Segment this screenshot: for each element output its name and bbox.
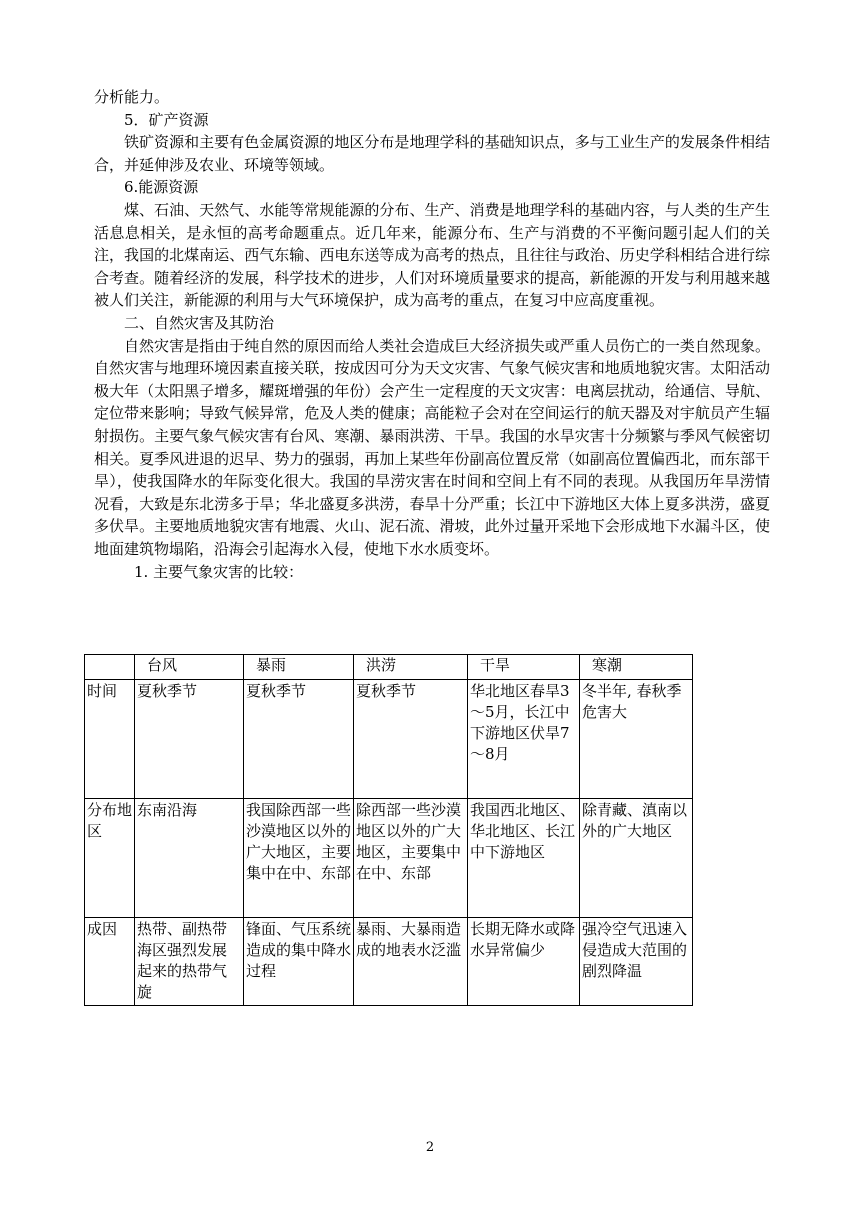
table-row bbox=[85, 680, 693, 799]
table-row bbox=[85, 799, 693, 918]
page-number: 2 bbox=[425, 1140, 435, 1155]
table-caption: 1. 主要气象灾害的比较： bbox=[134, 563, 304, 582]
table-cell: 除青藏、滇南以外的广大地区 bbox=[580, 799, 693, 918]
table-cell: 除西部一些沙漠地区以外的广大地区，主要集中在中、东部 bbox=[354, 799, 468, 918]
table-cell: 锋面、气压系统造成的集中降水过程 bbox=[244, 918, 354, 1006]
table-cell: 强冷空气迅速入侵造成大范围的剧烈降温 bbox=[580, 918, 693, 1006]
table-cell: 长期无降水或降水异常偏少 bbox=[468, 918, 580, 1006]
row-label: 分布地区 bbox=[85, 799, 135, 918]
table-cell: 冬半年, 春秋季危害大 bbox=[580, 680, 693, 799]
paragraph-energy: 煤、石油、天然气、水能等常规能源的分布、生产、消费是地理学科的基础内容，与人类的生产生活息息相关，是永恒的高考命题重点。近几年来，能源分布、生产与消费的不平衡问题引起人们的关注，我国的北煤南运、西气东输、西电东送等成为高考的热点，且往往与政治、历史学科相结合进行综合考查。随着经济的发展，科学技术的进步，人们对环境质量要求的提高，新能源的开发与利用越来越被人们关注，新能源的利用与大气环境保护，成为高考的重点，在复习中应高度重视。 bbox=[94, 200, 770, 310]
table-cell: 我国西北地区、华北地区、长江中下游地区 bbox=[468, 799, 580, 918]
table-header-cell: 干旱 bbox=[468, 655, 580, 680]
section-heading-energy: 6.能源资源 bbox=[124, 178, 199, 197]
disaster-comparison-table bbox=[84, 654, 693, 1006]
table-cell: 华北地区春旱3～5月，长江中下游地区伏旱7～8月 bbox=[468, 680, 580, 799]
row-label: 成因 bbox=[85, 918, 135, 1006]
section-heading-minerals: 5．矿产资源 bbox=[124, 110, 209, 129]
table-cell: 东南沿海 bbox=[135, 799, 244, 918]
document-body bbox=[94, 86, 770, 584]
table-cell: 暴雨、大暴雨造成的地表水泛滥 bbox=[354, 918, 468, 1006]
table-cell: 夏秋季节 bbox=[244, 680, 354, 799]
paragraph-minerals: 铁矿资源和主要有色金属资源的地区分布是地理学科的基础知识点，多与工业生产的发展条件相结合，并延伸涉及农业、环境等领域。 bbox=[94, 133, 770, 174]
table-cell: 热带、副热带海区强烈发展起来的热带气旋 bbox=[135, 918, 244, 1006]
table-cell: 夏秋季节 bbox=[354, 680, 468, 799]
table-cell: 夏秋季节 bbox=[135, 680, 244, 799]
table-cell: 我国除西部一些沙漠地区以外的广大地区，主要集中在中、东部 bbox=[244, 799, 354, 918]
table-header-row bbox=[85, 655, 693, 680]
row-label: 时间 bbox=[85, 680, 135, 799]
table-header-cell: 寒潮 bbox=[580, 655, 693, 680]
table-header-cell: 洪涝 bbox=[354, 655, 468, 680]
table-row bbox=[85, 918, 693, 1006]
section-heading-disasters: 二、自然灾害及其防治 bbox=[124, 313, 275, 332]
paragraph-fragment: 分析能力。 bbox=[94, 88, 170, 106]
table-header-cell bbox=[85, 655, 135, 680]
table-header-cell: 暴雨 bbox=[244, 655, 354, 680]
table-header-cell: 台风 bbox=[135, 655, 244, 680]
paragraph-disasters: 自然灾害是指由于纯自然的原因而给人类社会造成巨大经济损失或严重人员伤亡的一类自然现象。自然灾害与地理环境因素直接关联，按成因可分为天文灾害、气象气候灾害和地质地貌灾害。太阳活动极大年（太阳黑子增多，耀斑增强的年份）会产生一定程度的天文灾害：电离层扰动，给通信、导航、定位带来影响；导致气候异常，危及人类的健康；高能粒子会对在空间运行的航天器及对宇航员产生辐射损伤。主要气象气候灾害有台风、寒潮、暴雨洪涝、干旱。我国的水旱灾害十分频繁与季风气候密切相关。夏季风进退的迟早、势力的强弱，再加上某些年份副高位置反常（如副高位置偏西北，而东部干旱），使我国降水的年际变化很大。我国的旱涝灾害在时间和空间上有不同的表现。从我国历年旱涝情况看，大致是东北涝多于旱；华北盛夏多洪涝，春旱十分严重；长江中下游地区大体上夏多洪涝，盛夏多伏旱。主要地质地貌灾害有地震、火山、泥石流、滑坡，此外过量开采地下会形成地下水漏斗区，使地面建筑物塌陷，沿海会引起海水入侵，使地下水水质变坏。 bbox=[94, 336, 770, 558]
